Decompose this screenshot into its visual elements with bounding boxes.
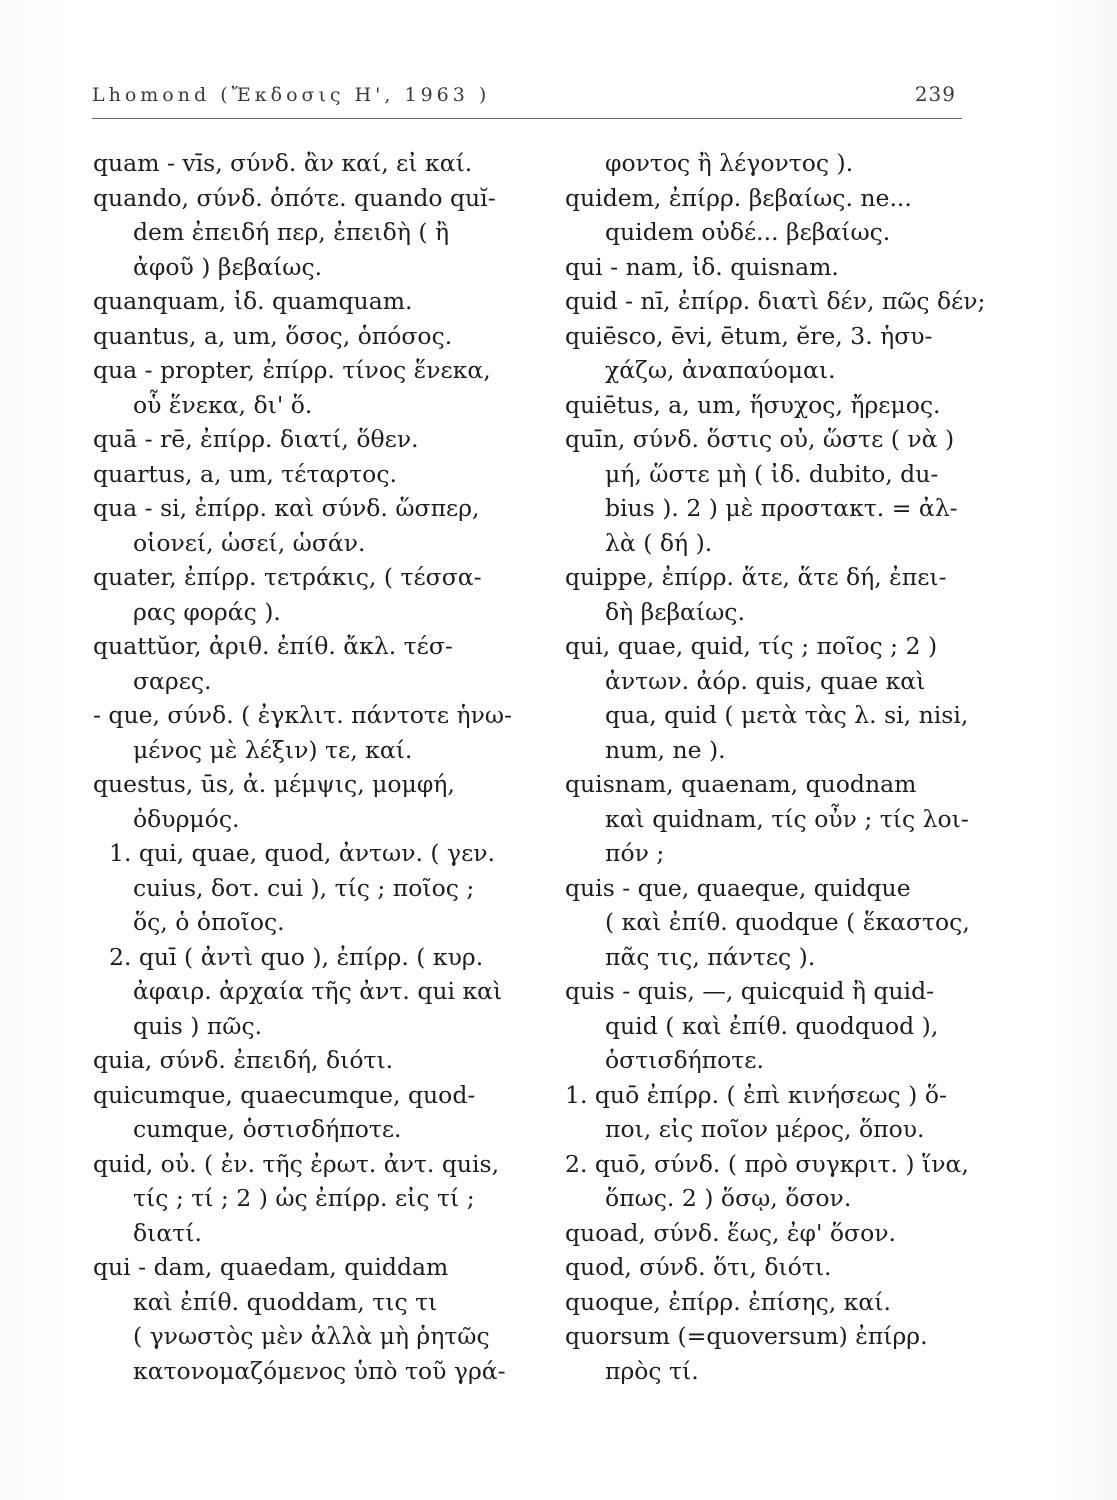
dictionary-line: 1. quō ἐπίρρ. ( ἐπὶ κινήσεως ) ὅ- xyxy=(565,1080,947,1109)
dictionary-line: χάζω, ἀναπαύομαι. xyxy=(605,356,836,384)
page-number: 239 xyxy=(914,82,956,106)
right-column xyxy=(565,146,985,1388)
dictionary-line: κατονομαζόμενος ὑπὸ τοῦ γρά- xyxy=(133,1356,506,1385)
dictionary-line: qua - si, ἐπίρρ. καὶ σύνδ. ὥσπερ, xyxy=(93,494,480,522)
dictionary-line: 2. quī ( ἀντὶ quo ), ἐπίρρ. ( κυρ. xyxy=(109,942,484,971)
dictionary-line: quod, σύνδ. ὅτι, διότι. xyxy=(565,1253,832,1281)
dictionary-line: quā - rē, ἐπίρρ. διατί, ὅθεν. xyxy=(93,425,419,453)
dictionary-line: οἱονεί, ὡσεί, ὡσάν. xyxy=(133,528,366,557)
dictionary-line: quiēsco, ēvi, ētum, ĕre, 3. ἡσυ- xyxy=(565,321,933,350)
dictionary-line: quattŭor, ἀριθ. ἐπίθ. ἄκλ. τέσ- xyxy=(93,632,453,660)
dictionary-line: quippe, ἐπίρρ. ἅτε, ἅτε δή, ἐπει- xyxy=(565,563,947,591)
dictionary-line: σαρες. xyxy=(133,666,212,695)
dictionary-line: quater, ἐπίρρ. τετράκις, ( τέσσα- xyxy=(93,563,482,591)
dictionary-line: quoque, ἐπίρρ. ἐπίσης, καί. xyxy=(565,1287,891,1316)
dictionary-line: quoad, σύνδ. ἕως, ἐφ' ὅσον. xyxy=(565,1218,896,1247)
dictionary-line: ὅς, ὁ ὁποῖος. xyxy=(133,908,285,936)
dictionary-line: quisnam, quaenam, quodnam xyxy=(565,770,917,798)
dictionary-line: φοντος ἢ λέγοντος ). xyxy=(605,149,854,177)
dictionary-line: qui - nam, ἰδ. quisnam. xyxy=(565,252,839,281)
dictionary-line: quiētus, a, um, ἥσυχος, ἤρεμος. xyxy=(565,390,941,419)
dictionary-line: τίς ; τί ; 2 ) ὡς ἐπίρρ. εἰς τί ; xyxy=(133,1184,475,1212)
dictionary-line: quis - que, quaeque, quidque xyxy=(565,873,911,902)
dictionary-line: 2. quō, σύνδ. ( πρὸ συγκριτ. ) ἵνα, xyxy=(565,1149,969,1178)
dictionary-line: quid - nī, ἐπίρρ. διατὶ δέν, πῶς δέν; xyxy=(565,287,986,315)
dictionary-line: quanquam, ἰδ. quamquam. xyxy=(93,287,413,315)
running-head: Lhomond (Ἔκδοσις Η', 1963 ) xyxy=(92,84,491,106)
dictionary-line: ἀφοῦ ) βεβαίως. xyxy=(133,252,323,281)
dictionary-line: quid, οὐ. ( ἐν. τῆς ἐρωτ. ἀντ. quis, xyxy=(93,1149,500,1178)
dictionary-line: cuius, δοτ. cui ), τίς ; ποῖος ; xyxy=(133,873,475,902)
dictionary-line: λὰ ( δή ). xyxy=(605,528,713,557)
dictionary-line: questus, ūs, ἀ. μέμψις, μομφή, xyxy=(93,770,455,798)
dictionary-line: ὅπως. 2 ) ὅσῳ, ὅσον. xyxy=(605,1184,852,1212)
dictionary-line: qua - propter, ἐπίρρ. τίνος ἕνεκα, xyxy=(93,356,491,384)
dictionary-line: quidem, ἐπίρρ. βεβαίως. ne... xyxy=(565,183,912,212)
dictionary-line: ( γνωστὸς μὲν ἀλλὰ μὴ ῥητῶς xyxy=(133,1322,490,1350)
dictionary-line: quando, σύνδ. ὁπότε. quando quĭ- xyxy=(93,183,496,212)
dictionary-line: πρὸς τί. xyxy=(605,1356,699,1385)
dictionary-line: ( καὶ ἐπίθ. quodque ( ἕκαστος, xyxy=(605,908,970,936)
dictionary-line: μή, ὥστε μὴ ( ἰδ. dubito, du- xyxy=(605,459,939,488)
dictionary-line: dem ἐπειδή περ, ἐπειδὴ ( ἢ xyxy=(133,218,450,246)
dictionary-line: quam - vīs, σύνδ. ἂν καί, εἰ καί. xyxy=(93,149,473,177)
left-column xyxy=(93,146,533,1388)
dictionary-line: καὶ quidnam, τίς οὖν ; τίς λοι- xyxy=(605,804,969,833)
dictionary-line: quia, σύνδ. ἐπειδή, διότι. xyxy=(93,1046,394,1074)
dictionary-line: num, ne ). xyxy=(605,735,726,764)
dictionary-line: quicumque, quaecumque, quod- xyxy=(93,1080,476,1109)
dictionary-line: ποι, εἰς ποῖον μέρος, ὅπου. xyxy=(605,1115,925,1143)
dictionary-line: ρας φοράς ). xyxy=(133,597,281,626)
dictionary-line: quidem οὐδέ... βεβαίως. xyxy=(605,218,891,246)
dictionary-line: qua, quid ( μετὰ τὰς λ. si, nisi, xyxy=(605,701,969,729)
dictionary-line: quantus, a, um, ὅσος, ὁπόσος. xyxy=(93,321,453,350)
dictionary-line: διατί. xyxy=(133,1218,202,1247)
dictionary-line: cumque, ὁστισδήποτε. xyxy=(133,1115,402,1143)
dictionary-line: ὀδυρμός. xyxy=(133,804,240,833)
dictionary-line: quīn, σύνδ. ὅστις οὐ, ὥστε ( νὰ ) xyxy=(565,425,955,453)
dictionary-line: qui - dam, quaedam, quiddam xyxy=(93,1253,449,1281)
dictionary-line: πόν ; xyxy=(605,839,665,867)
dictionary-line: quartus, a, um, τέταρτος. xyxy=(93,459,397,488)
dictionary-line: πᾶς τις, πάντες ). xyxy=(605,942,816,971)
dictionary-line: bius ). 2 ) μὲ προστακτ. = ἀλ- xyxy=(605,494,958,522)
header-rule xyxy=(92,118,962,119)
dictionary-line: quis - quis, —, quicquid ἢ quid- xyxy=(565,977,935,1005)
dictionary-line: μένος μὲ λέξιν) τε, καί. xyxy=(133,735,413,764)
dictionary-line: quis ) πῶς. xyxy=(133,1011,263,1040)
dictionary-line: οὗ ἕνεκα, δι' ὅ. xyxy=(133,390,313,419)
dictionary-line: - que, σύνδ. ( ἐγκλιτ. πάντοτε ἡνω- xyxy=(93,701,513,729)
dictionary-line: 1. qui, quae, quod, ἀντων. ( γεν. xyxy=(109,839,496,867)
dictionary-line: ἀντων. ἀόρ. quis, quae καὶ xyxy=(605,666,926,695)
dictionary-line: ἀφαιρ. ἀρχαία τῆς ἀντ. qui καὶ xyxy=(133,977,503,1005)
dictionary-line: qui, quae, quid, τίς ; ποῖος ; 2 ) xyxy=(565,632,938,660)
dictionary-line: quid ( καὶ ἐπίθ. quodquod ), xyxy=(605,1011,939,1040)
dictionary-line: ὁστισδήποτε. xyxy=(605,1046,764,1074)
page-header xyxy=(92,66,962,106)
dictionary-line: δὴ βεβαίως. xyxy=(605,597,745,626)
dictionary-line: καὶ ἐπίθ. quoddam, τις τι xyxy=(133,1287,438,1316)
dictionary-line: quorsum (=quoversum) ἐπίρρ. xyxy=(565,1322,928,1350)
